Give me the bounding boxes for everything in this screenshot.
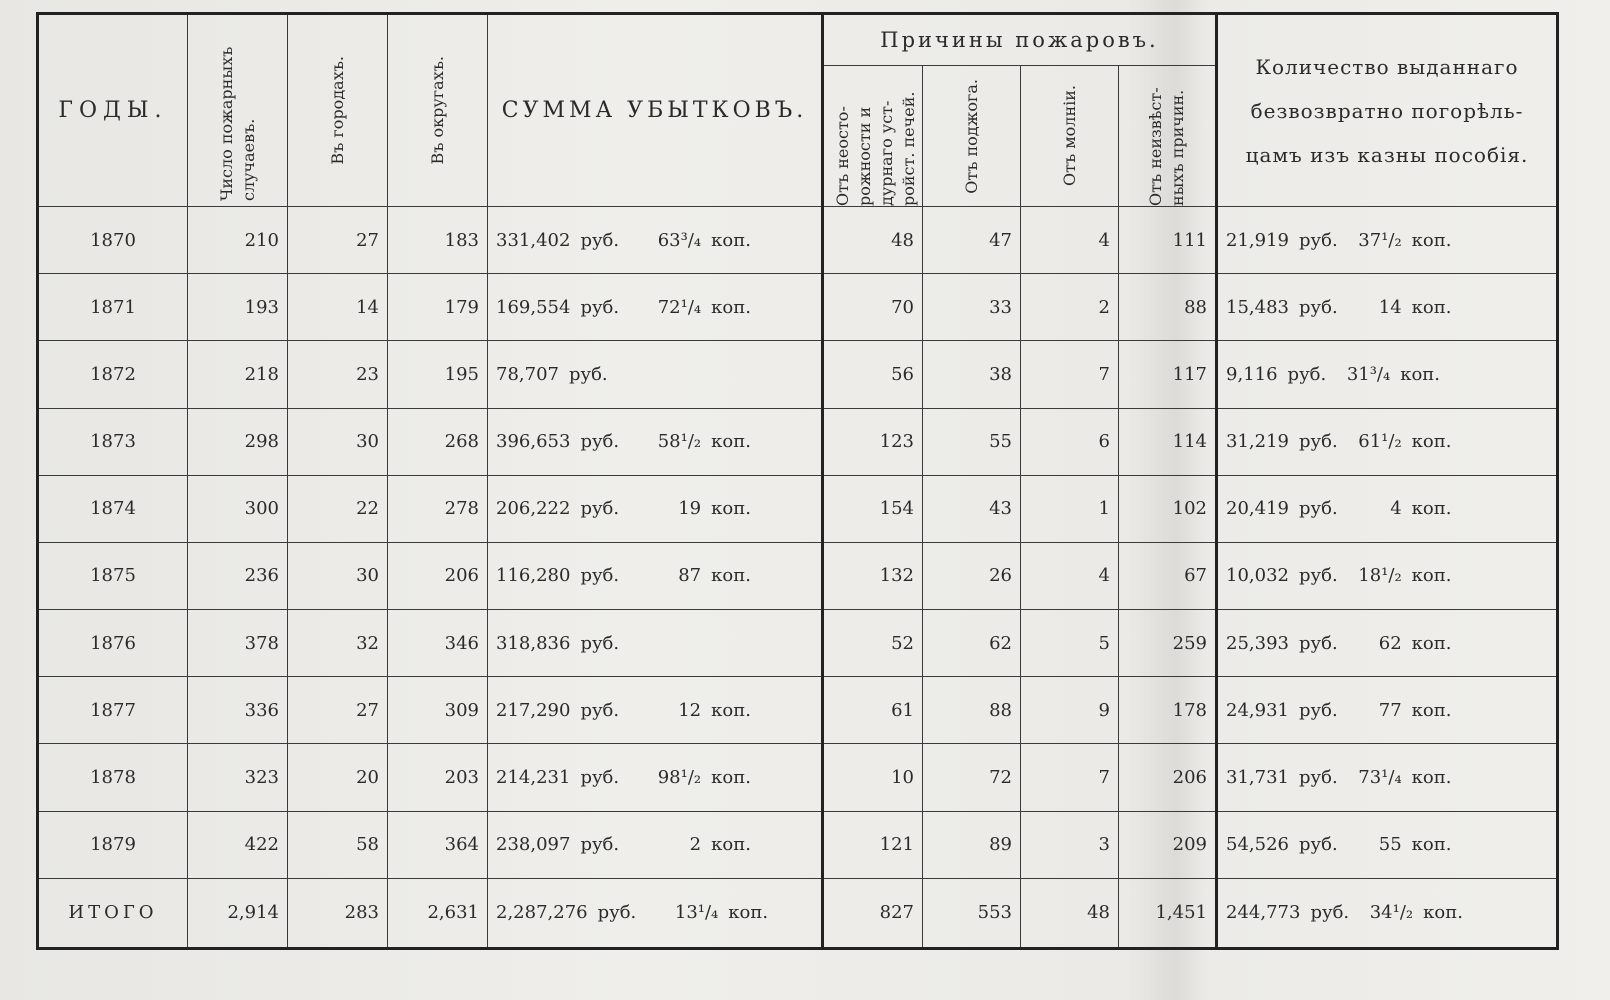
header-losses: СУММА УБЫТКОВЪ. bbox=[488, 14, 823, 207]
aid-rub: 244,773 bbox=[1226, 902, 1301, 924]
loss-kop-unit: коп. bbox=[711, 431, 751, 453]
cell-cause-unknown: 102 bbox=[1119, 475, 1217, 542]
cell-districts: 2,631 bbox=[388, 878, 488, 948]
aid-unit: руб. bbox=[1299, 766, 1338, 788]
aid-kop-unit: коп. bbox=[1411, 699, 1452, 721]
cell-losses bbox=[488, 610, 823, 677]
loss-kop: 72¹/₄ bbox=[657, 296, 702, 318]
aid-kop: 34¹/₂ bbox=[1369, 902, 1414, 924]
loss-kop: 13¹/₄ bbox=[674, 902, 719, 924]
loss-kop: 19 bbox=[678, 498, 702, 520]
aid-kop: 18¹/₂ bbox=[1358, 565, 1402, 587]
cell-losses bbox=[488, 744, 823, 811]
header-in-towns: Въ городахъ. bbox=[288, 14, 388, 207]
cell-cause-arson: 62 bbox=[923, 610, 1021, 677]
cell-cause-carelessness: 123 bbox=[823, 408, 923, 475]
cell-towns: 20 bbox=[288, 744, 388, 811]
cell-year: 1877 bbox=[38, 677, 188, 744]
table-row bbox=[38, 744, 1558, 811]
cell-districts: 364 bbox=[388, 811, 488, 878]
cell-towns: 27 bbox=[288, 207, 388, 274]
cell-losses bbox=[488, 207, 823, 274]
aid-rub: 9,116 bbox=[1226, 363, 1278, 385]
loss-unit: руб. bbox=[580, 229, 620, 251]
loss-unit: руб. bbox=[580, 431, 620, 453]
aid-kop: 62 bbox=[1378, 632, 1402, 654]
cell-aid bbox=[1217, 207, 1558, 274]
loss-kop-unit: коп. bbox=[711, 834, 751, 856]
cell-districts: 179 bbox=[388, 274, 488, 341]
aid-unit: руб. bbox=[1310, 902, 1350, 924]
cell-cause-arson: 47 bbox=[923, 207, 1021, 274]
loss-rub: 78,707 bbox=[496, 363, 559, 385]
aid-unit: руб. bbox=[1299, 834, 1338, 856]
header-in-districts: Въ округахъ. bbox=[388, 14, 488, 207]
cell-aid bbox=[1217, 878, 1558, 948]
header-cause-unknown: Отъ неизвѣст-ныхъ причин. bbox=[1119, 66, 1217, 207]
cell-cause-unknown: 209 bbox=[1119, 811, 1217, 878]
aid-unit: руб. bbox=[1299, 565, 1338, 587]
cell-fires: 300 bbox=[188, 475, 288, 542]
cell-towns: 32 bbox=[288, 610, 388, 677]
cell-year: 1875 bbox=[38, 542, 188, 609]
loss-kop-unit: коп. bbox=[711, 229, 751, 251]
aid-kop: 73¹/₄ bbox=[1358, 766, 1402, 788]
loss-rub: 2,287,276 bbox=[496, 902, 588, 924]
aid-rub: 20,419 bbox=[1226, 498, 1289, 520]
cell-losses bbox=[488, 408, 823, 475]
aid-unit: руб. bbox=[1299, 699, 1338, 721]
cell-cause-lightning: 9 bbox=[1021, 677, 1119, 744]
cell-districts: 195 bbox=[388, 341, 488, 408]
fire-statistics-table bbox=[36, 12, 1559, 950]
cell-losses bbox=[488, 274, 823, 341]
cell-towns: 30 bbox=[288, 408, 388, 475]
cell-cause-carelessness: 70 bbox=[823, 274, 923, 341]
cell-aid bbox=[1217, 341, 1558, 408]
table-row bbox=[38, 408, 1558, 475]
cell-towns: 22 bbox=[288, 475, 388, 542]
table-row bbox=[38, 811, 1558, 878]
loss-kop: 58¹/₂ bbox=[657, 431, 702, 453]
cell-towns: 14 bbox=[288, 274, 388, 341]
cell-year: 1871 bbox=[38, 274, 188, 341]
cell-cause-lightning: 5 bbox=[1021, 610, 1119, 677]
table-row bbox=[38, 274, 1558, 341]
aid-kop-unit: коп. bbox=[1411, 565, 1452, 587]
loss-rub: 217,290 bbox=[496, 699, 571, 721]
loss-unit: руб. bbox=[568, 363, 608, 385]
cell-aid bbox=[1217, 610, 1558, 677]
cell-fires: 323 bbox=[188, 744, 288, 811]
cell-fires: 422 bbox=[188, 811, 288, 878]
cell-year: 1870 bbox=[38, 207, 188, 274]
cell-districts: 309 bbox=[388, 677, 488, 744]
cell-aid bbox=[1217, 274, 1558, 341]
cell-fires: 218 bbox=[188, 341, 288, 408]
cell-year: 1879 bbox=[38, 811, 188, 878]
cell-districts: 183 bbox=[388, 207, 488, 274]
table-body bbox=[38, 207, 1558, 949]
header-cause-carelessness: Отъ неосто-рожности и дурнаго уст-ройст. печей. bbox=[823, 66, 923, 207]
cell-districts: 346 bbox=[388, 610, 488, 677]
cell-towns: 30 bbox=[288, 542, 388, 609]
loss-rub: 206,222 bbox=[496, 498, 571, 520]
cell-losses bbox=[488, 677, 823, 744]
cell-aid bbox=[1217, 542, 1558, 609]
table-row bbox=[38, 341, 1558, 408]
cell-cause-unknown: 1,451 bbox=[1119, 878, 1217, 948]
loss-kop-unit: коп. bbox=[711, 699, 751, 721]
loss-kop: 87 bbox=[678, 565, 702, 587]
aid-unit: руб. bbox=[1287, 363, 1327, 385]
aid-kop-unit: коп. bbox=[1400, 363, 1441, 385]
aid-unit: руб. bbox=[1299, 498, 1338, 520]
cell-cause-carelessness: 61 bbox=[823, 677, 923, 744]
aid-kop-unit: коп. bbox=[1411, 296, 1452, 318]
cell-cause-arson: 26 bbox=[923, 542, 1021, 609]
header-causes-group: Причины пожаровъ. bbox=[823, 14, 1217, 66]
aid-kop: 37¹/₂ bbox=[1358, 229, 1402, 251]
cell-towns: 23 bbox=[288, 341, 388, 408]
cell-towns: 283 bbox=[288, 878, 388, 948]
loss-rub: 318,836 bbox=[496, 632, 571, 654]
cell-fires: 336 bbox=[188, 677, 288, 744]
cell-year: 1876 bbox=[38, 610, 188, 677]
aid-unit: руб. bbox=[1299, 431, 1338, 453]
cell-cause-arson: 43 bbox=[923, 475, 1021, 542]
cell-districts: 268 bbox=[388, 408, 488, 475]
aid-unit: руб. bbox=[1299, 229, 1338, 251]
loss-unit: руб. bbox=[580, 699, 620, 721]
cell-districts: 278 bbox=[388, 475, 488, 542]
cell-cause-lightning: 4 bbox=[1021, 542, 1119, 609]
loss-rub: 214,231 bbox=[496, 766, 571, 788]
aid-kop: 77 bbox=[1378, 699, 1402, 721]
loss-unit: руб. bbox=[597, 902, 637, 924]
cell-aid bbox=[1217, 811, 1558, 878]
cell-cause-unknown: 178 bbox=[1119, 677, 1217, 744]
loss-unit: руб. bbox=[580, 296, 620, 318]
loss-kop: 2 bbox=[689, 834, 702, 856]
aid-unit: руб. bbox=[1299, 296, 1338, 318]
loss-kop-unit: коп. bbox=[711, 296, 751, 318]
cell-cause-lightning: 2 bbox=[1021, 274, 1119, 341]
cell-cause-arson: 89 bbox=[923, 811, 1021, 878]
aid-rub: 21,919 bbox=[1226, 229, 1289, 251]
header-years: ГОДЫ. bbox=[38, 14, 188, 207]
cell-cause-carelessness: 56 bbox=[823, 341, 923, 408]
cell-fires: 236 bbox=[188, 542, 288, 609]
table-row bbox=[38, 207, 1558, 274]
cell-cause-carelessness: 52 bbox=[823, 610, 923, 677]
loss-kop: 98¹/₂ bbox=[657, 766, 702, 788]
loss-unit: руб. bbox=[580, 766, 620, 788]
aid-kop-unit: коп. bbox=[1411, 834, 1452, 856]
cell-fires: 298 bbox=[188, 408, 288, 475]
cell-cause-arson: 33 bbox=[923, 274, 1021, 341]
loss-rub: 116,280 bbox=[496, 565, 571, 587]
loss-rub: 396,653 bbox=[496, 431, 571, 453]
cell-cause-unknown: 206 bbox=[1119, 744, 1217, 811]
aid-rub: 31,219 bbox=[1226, 431, 1289, 453]
cell-year: 1872 bbox=[38, 341, 188, 408]
header-cause-lightning: Отъ молніи. bbox=[1021, 66, 1119, 207]
cell-cause-lightning: 3 bbox=[1021, 811, 1119, 878]
aid-kop: 31³/₄ bbox=[1346, 363, 1391, 385]
cell-losses bbox=[488, 811, 823, 878]
aid-rub: 24,931 bbox=[1226, 699, 1289, 721]
aid-rub: 15,483 bbox=[1226, 296, 1289, 318]
loss-unit: руб. bbox=[580, 834, 620, 856]
cell-cause-arson: 553 bbox=[923, 878, 1021, 948]
cell-fires: 193 bbox=[188, 274, 288, 341]
aid-kop: 4 bbox=[1390, 498, 1402, 520]
cell-total-label: ИТОГО bbox=[38, 878, 188, 948]
cell-fires: 378 bbox=[188, 610, 288, 677]
loss-kop-unit: коп. bbox=[711, 565, 751, 587]
aid-rub: 54,526 bbox=[1226, 834, 1289, 856]
loss-unit: руб. bbox=[580, 498, 620, 520]
cell-losses bbox=[488, 878, 823, 948]
cell-towns: 58 bbox=[288, 811, 388, 878]
cell-districts: 203 bbox=[388, 744, 488, 811]
loss-rub: 169,554 bbox=[496, 296, 571, 318]
loss-rub: 331,402 bbox=[496, 229, 571, 251]
cell-cause-arson: 88 bbox=[923, 677, 1021, 744]
aid-kop-unit: коп. bbox=[1411, 498, 1452, 520]
cell-cause-carelessness: 154 bbox=[823, 475, 923, 542]
cell-cause-arson: 55 bbox=[923, 408, 1021, 475]
cell-cause-unknown: 88 bbox=[1119, 274, 1217, 341]
cell-cause-unknown: 67 bbox=[1119, 542, 1217, 609]
loss-kop-unit: коп. bbox=[711, 766, 751, 788]
aid-rub: 31,731 bbox=[1226, 766, 1289, 788]
header-fires-count: Число пожарныхъ случаевъ. bbox=[188, 14, 288, 207]
loss-kop-unit: коп. bbox=[711, 498, 751, 520]
cell-cause-carelessness: 10 bbox=[823, 744, 923, 811]
cell-cause-lightning: 7 bbox=[1021, 744, 1119, 811]
header-aid: Количество выданнаго безвозвратно погорѣль-цамъ изъ казны пособія. bbox=[1217, 14, 1558, 207]
cell-cause-lightning: 4 bbox=[1021, 207, 1119, 274]
aid-kop-unit: коп. bbox=[1411, 766, 1452, 788]
aid-kop: 61¹/₂ bbox=[1358, 431, 1402, 453]
cell-cause-lightning: 6 bbox=[1021, 408, 1119, 475]
table-row bbox=[38, 542, 1558, 609]
loss-kop: 12 bbox=[678, 699, 702, 721]
cell-fires: 2,914 bbox=[188, 878, 288, 948]
table-row bbox=[38, 475, 1558, 542]
cell-aid bbox=[1217, 677, 1558, 744]
cell-cause-carelessness: 121 bbox=[823, 811, 923, 878]
cell-cause-carelessness: 827 bbox=[823, 878, 923, 948]
loss-kop: 63³/₄ bbox=[657, 229, 702, 251]
aid-kop-unit: коп. bbox=[1411, 431, 1452, 453]
cell-losses bbox=[488, 475, 823, 542]
cell-cause-lightning: 1 bbox=[1021, 475, 1119, 542]
aid-kop-unit: коп. bbox=[1411, 632, 1452, 654]
cell-cause-lightning: 7 bbox=[1021, 341, 1119, 408]
loss-unit: руб. bbox=[580, 565, 620, 587]
aid-rub: 25,393 bbox=[1226, 632, 1289, 654]
cell-cause-unknown: 111 bbox=[1119, 207, 1217, 274]
cell-fires: 210 bbox=[188, 207, 288, 274]
cell-year: 1873 bbox=[38, 408, 188, 475]
cell-cause-arson: 72 bbox=[923, 744, 1021, 811]
cell-year: 1878 bbox=[38, 744, 188, 811]
loss-kop-unit: коп. bbox=[728, 902, 769, 924]
cell-cause-unknown: 114 bbox=[1119, 408, 1217, 475]
header-cause-arson: Отъ поджога. bbox=[923, 66, 1021, 207]
cell-aid bbox=[1217, 744, 1558, 811]
cell-losses bbox=[488, 542, 823, 609]
total-row bbox=[38, 878, 1558, 948]
cell-cause-unknown: 117 bbox=[1119, 341, 1217, 408]
aid-kop: 14 bbox=[1378, 296, 1402, 318]
table-row bbox=[38, 610, 1558, 677]
aid-rub: 10,032 bbox=[1226, 565, 1289, 587]
cell-cause-arson: 38 bbox=[923, 341, 1021, 408]
table-row bbox=[38, 677, 1558, 744]
aid-kop-unit: коп. bbox=[1423, 902, 1463, 924]
cell-cause-carelessness: 132 bbox=[823, 542, 923, 609]
cell-cause-carelessness: 48 bbox=[823, 207, 923, 274]
cell-cause-lightning: 48 bbox=[1021, 878, 1119, 948]
cell-aid bbox=[1217, 475, 1558, 542]
cell-losses bbox=[488, 341, 823, 408]
cell-cause-unknown: 259 bbox=[1119, 610, 1217, 677]
cell-aid bbox=[1217, 408, 1558, 475]
aid-kop-unit: коп. bbox=[1411, 229, 1452, 251]
aid-unit: руб. bbox=[1299, 632, 1338, 654]
loss-rub: 238,097 bbox=[496, 834, 571, 856]
loss-unit: руб. bbox=[580, 632, 620, 654]
cell-year: 1874 bbox=[38, 475, 188, 542]
cell-districts: 206 bbox=[388, 542, 488, 609]
cell-towns: 27 bbox=[288, 677, 388, 744]
aid-kop: 55 bbox=[1378, 834, 1402, 856]
